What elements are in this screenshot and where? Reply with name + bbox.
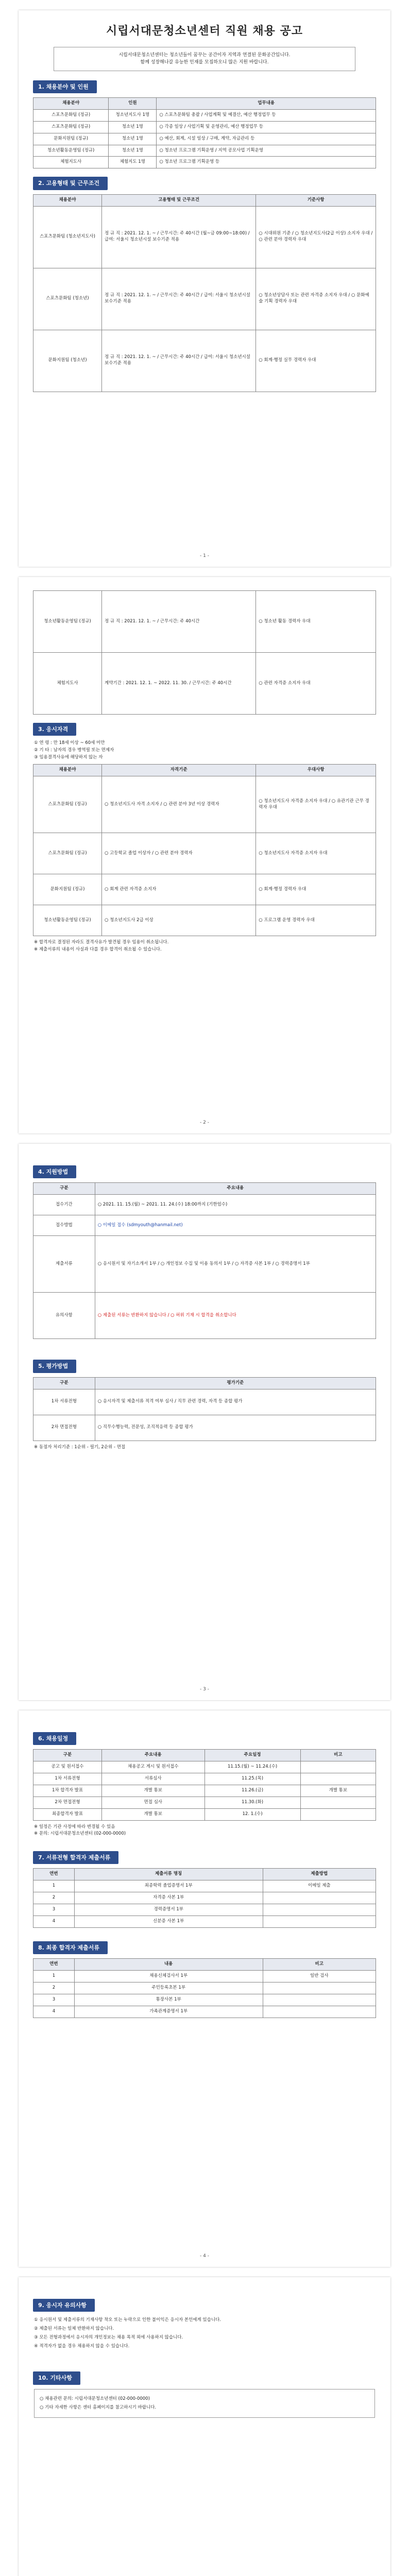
page-number: - 2 -: [200, 1120, 209, 1126]
table-row: [33, 1761, 376, 1773]
table-row: [33, 268, 376, 330]
application-table: [33, 1182, 376, 1339]
table-row: [33, 1880, 376, 1892]
table-cell: [300, 1797, 376, 1808]
table-header: 채용분야: [33, 97, 109, 109]
list-item: ○ 기타 자세한 사항은 센터 홈페이지를 참고하시기 바랍니다.: [40, 2404, 157, 2410]
page-3: [19, 1144, 390, 1700]
table-cell: [263, 1892, 376, 1904]
table-cell: 1: [33, 1880, 75, 1892]
schedule-table: [33, 1749, 376, 1820]
table-header: 내용: [74, 1959, 263, 1971]
table-cell: ○ 청소년지도사 자격증 소지자 우대: [256, 833, 376, 874]
table-cell: 접수기간: [33, 1195, 95, 1215]
table-cell: 개별 통보: [102, 1785, 205, 1797]
note-line: ① 연 령 : 만 18세 이상 ~ 60세 미만: [34, 740, 105, 746]
table-cell: 4: [33, 2006, 75, 2018]
intro-line: 시립서대문청소년센터는 청소년들이 꿈꾸는 공간이자 지역과 연결된 문화공간입니다.: [118, 52, 291, 58]
table-cell: ○ 회계·행정 실무 경력자 우대: [256, 330, 376, 392]
table-header: 주요내용: [95, 1183, 376, 1195]
table-cell: ○ 회계·행정 경력자 우대: [256, 874, 376, 905]
table-row: [33, 591, 376, 653]
table-header: 주요일정: [204, 1750, 300, 1761]
table-cell: 접수방법: [33, 1215, 95, 1236]
intro-box: [54, 47, 355, 71]
section-1-title: 1. 채용분야 및 인원: [33, 80, 97, 93]
table-cell: 청소년활동운영팀 (정규): [33, 591, 102, 653]
section-5-title: 5. 평가방법: [33, 1360, 76, 1372]
table-cell: 3: [33, 1994, 75, 2006]
table-row: [33, 121, 376, 133]
table-header: 구분: [33, 1750, 102, 1761]
note-line: ② 기 타 : 남자의 경우 병역필 또는 면제자: [34, 747, 114, 753]
note-line: ※ 문의: 시립서대문청소년센터 (02-000-0000): [34, 1831, 126, 1837]
table-row: [33, 1195, 376, 1215]
eligibility-notes: [34, 939, 375, 953]
table-cell: [263, 1916, 376, 1927]
table-header: 구분: [33, 1377, 95, 1389]
table-cell: ○ 예산, 회계, 시설 일상 / 구매, 계약, 자금관리 등: [157, 133, 376, 145]
table-header: 인원: [109, 97, 157, 109]
table-row: [33, 1293, 376, 1339]
table-header: 연번: [33, 1869, 75, 1880]
documents-table: [33, 1868, 376, 1927]
table-row: [33, 1785, 376, 1797]
table-cell: 정 규 직 : 2021. 12. 1. ~ / 근무시간: 주 40시간 (월~금 09:00~18:00) / 급여: 서울시 청소년시설 보수기준 적용: [102, 206, 256, 268]
notice-title: 시립서대문청소년센터 직원 채용 공고: [106, 25, 303, 38]
table-header: 비고: [300, 1750, 376, 1761]
table-cell: 스포츠문화팀 (청소년지도사): [33, 206, 102, 268]
table-cell: 가족관계증명서 1부: [74, 2006, 263, 2018]
eligibility-table: [33, 764, 376, 936]
table-row: [33, 905, 376, 936]
table-cell: ○ 고등학교 졸업 이상자 / ○ 관련 분야 경력자: [102, 833, 256, 874]
table-cell: 개별 통보: [300, 1785, 376, 1797]
table-row: [33, 1982, 376, 1994]
page-5: [19, 2277, 390, 2576]
table-cell: 1: [33, 1971, 75, 1982]
section-7-title: 7. 서류전형 합격자 제출서류: [33, 1851, 118, 1864]
table-cell: ○ 응시원서 및 자기소개서 1부 / ○ 개인정보 수집 및 이용 동의서 1부 / ○ 자격증 사본 1부 / ○ 경력증명서 1부: [95, 1236, 376, 1293]
evaluation-note: ※ 동점자 처리기준 : 1순위 - 필기, 2순위 - 면접: [34, 1444, 126, 1450]
table-row: [33, 833, 376, 874]
table-cell: 스포츠문화팀 (정규): [33, 833, 102, 874]
table-cell: ○ 청소년 프로그램 기획운영 등: [157, 157, 376, 168]
table-cell: 채용공고 게시 및 원서접수: [102, 1761, 205, 1773]
section-4-title: 4. 지원방법: [33, 1165, 76, 1178]
table-row: [33, 1904, 376, 1916]
table-row: [33, 1415, 376, 1440]
section-10-title: 10. 기타사항: [33, 2371, 80, 2384]
table-cell: 3: [33, 1904, 75, 1916]
table-row: [33, 1389, 376, 1415]
cautions-list: [34, 2316, 375, 2351]
table-cell: ○ 2021. 11. 15.(월) ~ 2021. 11. 24.(수) 18:00까지 (기한엄수): [95, 1195, 376, 1215]
table-header: 제출방법: [263, 1869, 376, 1880]
table-cell: 제출서류: [33, 1236, 95, 1293]
misc-box: [34, 2389, 375, 2418]
table-row: [33, 776, 376, 833]
table-cell: 체험지도사: [33, 157, 109, 168]
table-header: 평가기준: [95, 1377, 376, 1389]
page-2: [19, 577, 390, 1133]
section-1-heading: [33, 80, 376, 93]
section-3-title: 3. 응시자격: [33, 723, 76, 736]
list-item: ④ 적격자가 없을 경우 채용하지 않을 수 있습니다.: [34, 2344, 130, 2349]
table-cell: 개별 통보: [102, 1808, 205, 1820]
final-documents-table: [33, 1958, 376, 2018]
section-6-title: 6. 채용일정: [33, 1732, 76, 1745]
table-cell: 서류심사: [102, 1773, 205, 1785]
table-cell: ○ 청소년 프로그램 기획운영 / 지역 공모사업 기획운영: [157, 145, 376, 157]
table-cell: ○ 시대위원 기준 / ○ 청소년지도사(2급 이상) 소지자 우대 / ○ 관련 분야 경력자 우대: [256, 206, 376, 268]
table-row: [33, 133, 376, 145]
page-number: - 3 -: [200, 1687, 209, 1692]
section-9-title: 9. 응시자 유의사항: [33, 2299, 95, 2312]
table-cell: 최종학력 졸업증명서 1부: [74, 1880, 263, 1892]
schedule-notes: [34, 1824, 375, 1838]
table-cell: 채용신체검사서 1부: [74, 1971, 263, 1982]
list-item: ② 제출된 서류는 일체 반환하지 않습니다.: [34, 2326, 114, 2332]
table-header: 연번: [33, 1959, 75, 1971]
table-cell: 정 규 직 : 2021. 12. 1. ~ / 근무시간: 주 40시간 / 급여: 서울시 청소년시설 보수기준 적용: [102, 268, 256, 330]
table-cell: 이메일 제출: [263, 1880, 376, 1892]
table-cell: 11.15.(월) ~ 11.24.(수): [204, 1761, 300, 1773]
table-cell: 스포츠문화팀 (청소년): [33, 268, 102, 330]
table-row: [33, 874, 376, 905]
table-cell: 정 규 직 : 2021. 12. 1. ~ / 근무시간: 주 40시간: [102, 591, 256, 653]
table-cell: 체험지도 1명: [109, 157, 157, 168]
table-cell: 11.30.(화): [204, 1797, 300, 1808]
table-cell: [300, 1761, 376, 1773]
table-cell: 정 규 직 : 2021. 12. 1. ~ / 근무시간: 주 40시간 / 급여: 서울시 청소년시설 보수기준 적용: [102, 330, 256, 392]
section-4-heading: [33, 1165, 376, 1178]
table-row: [33, 1773, 376, 1785]
table-cell: ○ 각종 일상 / 사업기획 및 운영관리, 예산 행정업무 등: [157, 121, 376, 133]
table-cell: 2차 면접전형: [33, 1415, 95, 1440]
table-cell: 청소년활동운영팀 (정규): [33, 145, 109, 157]
table-cell: 청소년활동운영팀 (정규): [33, 905, 102, 936]
section-8-title: 8. 최종 합격자 제출서류: [33, 1941, 108, 1954]
table-cell: 스포츠문화팀 (정규): [33, 121, 109, 133]
table-cell: 자격증 사본 1부: [74, 1892, 263, 1904]
table-row: [33, 157, 376, 168]
section-7-heading: [33, 1851, 376, 1864]
table-cell: 면접 심사: [102, 1797, 205, 1808]
section-10-heading: [33, 2371, 376, 2384]
table-row: [33, 1916, 376, 1927]
table-cell: 일반 검사: [263, 1971, 376, 1982]
page-4: [19, 1710, 390, 2267]
table-cell: [263, 1904, 376, 1916]
table-cell: 공고 및 원서접수: [33, 1761, 102, 1773]
table-cell: ○ 스포츠문화팀 총괄 / 사업계획 및 예결산, 예산 행정업무 등: [157, 109, 376, 121]
table-cell: ○ 청소년지도사 자격증 소지자 우대 / ○ 유관기관 근무 경력자 우대: [256, 776, 376, 833]
table-row: [33, 1994, 376, 2006]
table-cell: 경력증명서 1부: [74, 1904, 263, 1916]
table-header: 고용형태 및 근무조건: [102, 194, 256, 206]
table-cell: 스포츠문화팀 (정규): [33, 109, 109, 121]
table-cell: ○ 청소년지도사 자격 소지자 / ○ 관련 분야 3년 이상 경력자: [102, 776, 256, 833]
table-row: [33, 145, 376, 157]
table-cell: 1차 합격자 발표: [33, 1785, 102, 1797]
table-cell: ○ 청소년지도사 2급 이상: [102, 905, 256, 936]
table-cell: 청소년 1명: [109, 133, 157, 145]
table-header: 우대사항: [256, 765, 376, 776]
section-2-title: 2. 고용형태 및 근무조건: [33, 177, 108, 190]
table-cell: 12. 1.(수): [204, 1808, 300, 1820]
table-cell: ○ 청소년 활동 경력자 우대: [256, 591, 376, 653]
table-cell: 청소년 1명: [109, 121, 157, 133]
section-9-heading: [33, 2299, 376, 2312]
table-row: [33, 330, 376, 392]
list-item: ① 응시원서 및 제출서류의 기재사항 착오 또는 누락으로 인한 불이익은 응시자 본인에게 있습니다.: [34, 2317, 221, 2323]
table-cell: 주민등록초본 1부: [74, 1982, 263, 1994]
table-cell: [300, 1773, 376, 1785]
table-cell: ○ 관련 자격증 소지자 우대: [256, 653, 376, 715]
page-1: [19, 10, 390, 567]
evaluation-table: [33, 1377, 376, 1441]
list-item: ③ 모든 전형과정에서 응시자의 개인정보는 채용 목적 외에 사용하지 않습니다.: [34, 2335, 183, 2341]
table-cell: 계약기간 : 2021. 12. 1. ~ 2022. 11. 30. / 근무시간: 주 40시간: [102, 653, 256, 715]
table-cell: ○ 응시자격 및 제출서류 적격 여부 심사 / 직무 관련 경력, 자격 등 종합 평가: [95, 1389, 376, 1415]
table-header: 자격기준: [102, 765, 256, 776]
table-cell: ○ 청소년상담사 또는 관련 자격증 소지자 우대 / ○ 문화예술 기획 경력자 우대: [256, 268, 376, 330]
table-cell: 1차 서류전형: [33, 1389, 95, 1415]
table-row: [33, 1236, 376, 1293]
table-cell: [263, 2006, 376, 2018]
conditions-table-cont: [33, 590, 376, 715]
table-cell: 문화지원팀 (청소년): [33, 330, 102, 392]
list-item: ○ 채용관련 문의: 시립서대문청소년센터 (02-000-0000): [40, 2396, 150, 2401]
table-row: [33, 1797, 376, 1808]
table-cell: 11.25.(목): [204, 1773, 300, 1785]
table-row: [33, 653, 376, 715]
eligibility-common: [34, 740, 375, 761]
table-row: [33, 1971, 376, 1982]
note-line: ※ 합격자로 결정된 자라도 결격사유가 발견될 경우 임용이 취소됩니다.: [34, 940, 169, 945]
table-row: [33, 1892, 376, 1904]
table-row: [33, 1808, 376, 1820]
table-cell: 최종합격자 발표: [33, 1808, 102, 1820]
table-cell: 2: [33, 1892, 75, 1904]
table-header: 구분: [33, 1183, 95, 1195]
table-cell: 신분증 사본 1부: [74, 1916, 263, 1927]
table-cell: 체험지도사: [33, 653, 102, 715]
page-number: - 4 -: [200, 2253, 209, 2259]
section-6-heading: [33, 1732, 376, 1745]
table-cell: 문화지원팀 (정규): [33, 133, 109, 145]
table-cell: ○ 회계 관련 자격증 소지자: [102, 874, 256, 905]
table-cell: 4: [33, 1916, 75, 1927]
table-header: 기준사항: [256, 194, 376, 206]
table-cell: 2: [33, 1982, 75, 1994]
conditions-table: [33, 194, 376, 392]
table-header: 업무내용: [157, 97, 376, 109]
table-cell: [300, 1808, 376, 1820]
table-header: 비고: [263, 1959, 376, 1971]
table-cell: ○ 프로그램 운영 경력자 우대: [256, 905, 376, 936]
positions-table: [33, 97, 376, 168]
table-header: 제출서류 명칭: [74, 1869, 263, 1880]
table-header: 채용분야: [33, 194, 102, 206]
table-cell: 문화지원팀 (정규): [33, 874, 102, 905]
note-line: ※ 일정은 기관 사정에 따라 변경될 수 있음: [34, 1824, 115, 1829]
table-cell: 청소년 1명: [109, 145, 157, 157]
intro-line: 함께 성장해나갈 유능한 인재를 모집하오니 많은 지원 바랍니다.: [140, 60, 269, 65]
section-2-heading: [33, 177, 376, 190]
section-8-heading: [33, 1941, 376, 1954]
table-cell: ○ 이메일 접수 (sdmyouth@hanmail.net): [95, 1215, 376, 1236]
page-number: - 1 -: [200, 553, 209, 559]
table-cell: ○ 직무수행능력, 전문성, 조직적응력 등 종합 평가: [95, 1415, 376, 1440]
section-5-heading: [33, 1360, 376, 1372]
table-row: [33, 206, 376, 268]
table-row: [33, 109, 376, 121]
note-line: ③ 임용결격사유에 해당하지 않는 자: [34, 754, 103, 760]
table-header: 채용분야: [33, 765, 102, 776]
table-cell: 청소년지도사 1명: [109, 109, 157, 121]
table-cell: 2차 면접전형: [33, 1797, 102, 1808]
table-header: 주요내용: [102, 1750, 205, 1761]
table-cell: ○ 제출된 서류는 반환하지 않습니다 / ○ 허위 기재 시 합격을 취소합니다: [95, 1293, 376, 1339]
table-row: [33, 2006, 376, 2018]
table-row: [33, 1215, 376, 1236]
table-cell: 스포츠문화팀 (정규): [33, 776, 102, 833]
table-cell: 11.26.(금): [204, 1785, 300, 1797]
table-cell: 1차 서류전형: [33, 1773, 102, 1785]
section-3-heading: [33, 723, 376, 736]
table-cell: 유의사항: [33, 1293, 95, 1339]
note-line: ※ 제출서류의 내용이 사실과 다를 경우 합격이 취소될 수 있습니다.: [34, 946, 162, 952]
table-cell: [263, 1982, 376, 1994]
table-cell: 통장사본 1부: [74, 1994, 263, 2006]
table-cell: [263, 1994, 376, 2006]
